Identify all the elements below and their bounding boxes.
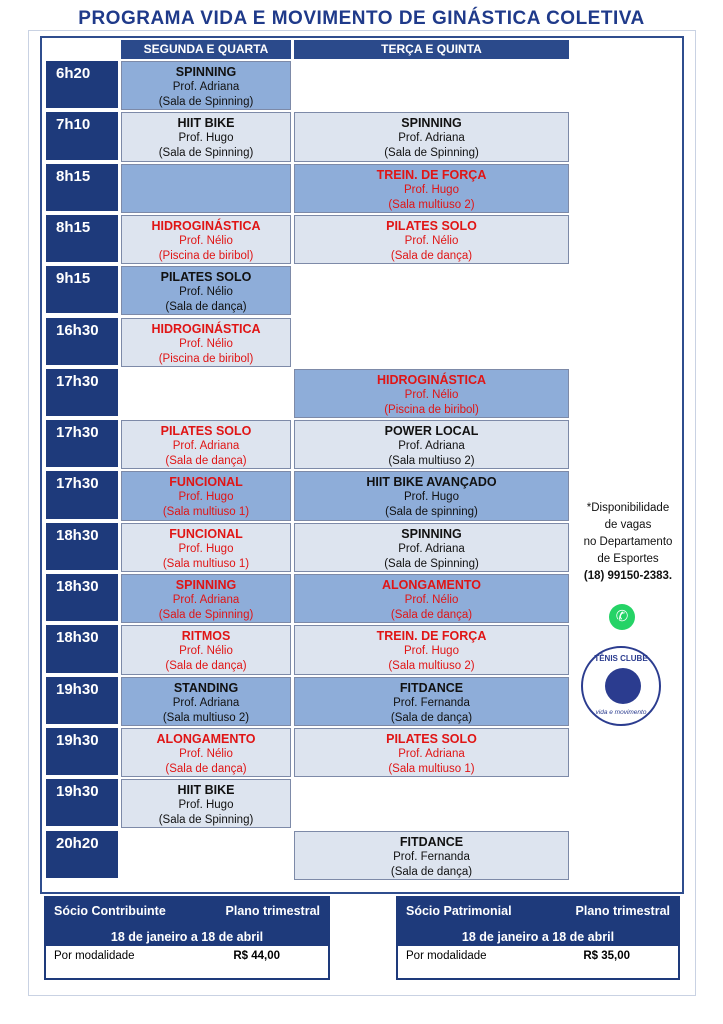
class-name: POWER LOCAL xyxy=(384,424,479,439)
time-slot: 19h30 xyxy=(46,728,118,778)
room: (Sala de Spinning) xyxy=(384,557,479,570)
class-cell-tt xyxy=(294,369,569,418)
room: (Piscina de biribol) xyxy=(384,403,479,416)
logo-bottom-text: vida e movimento xyxy=(595,709,647,716)
time-slot: 8h15 xyxy=(46,164,118,214)
room: (Sala multiuso 2) xyxy=(388,455,475,468)
class-cell-mw xyxy=(121,728,291,777)
time-slot: 18h30 xyxy=(46,523,118,573)
class-cell-mw xyxy=(121,112,291,161)
room: (Piscina de biribol) xyxy=(158,249,254,262)
class-cell-mw xyxy=(121,318,291,367)
header-tue-thu: TERÇA E QUINTA xyxy=(294,40,569,59)
room: (Sala de dança) xyxy=(390,609,473,621)
time-slot: 20h20 xyxy=(46,831,118,881)
room: (Sala multiuso 1) xyxy=(388,762,475,775)
class-name: FITDANCE xyxy=(399,680,464,695)
class-cell-mw xyxy=(121,420,291,469)
instructor: Prof. Hugo xyxy=(404,645,459,658)
class-name: PILATES SOLO xyxy=(160,424,252,439)
class-name: HIDROGINÁSTICA xyxy=(151,218,261,233)
plan-type: Plano trimestral xyxy=(225,904,320,918)
price-value: R$ 35,00 xyxy=(583,950,630,962)
instructor: Prof. Fernanda xyxy=(393,696,470,709)
time-slot: 17h30 xyxy=(46,420,118,470)
class-name: TREIN. DE FORÇA xyxy=(376,167,487,182)
class-cell-tt xyxy=(294,420,569,469)
club-logo xyxy=(581,646,661,726)
time-slot: 17h30 xyxy=(46,369,118,419)
time-slot: 9h15 xyxy=(46,266,118,316)
plan-type: Plano trimestral xyxy=(575,904,670,918)
plan-member-type: Sócio Patrimonial xyxy=(406,904,512,918)
instructor: Prof. Nélio xyxy=(179,234,233,247)
plan-card-contribuinte xyxy=(44,896,330,984)
room: (Sala multiuso 2) xyxy=(388,660,475,673)
class-cell-mw xyxy=(121,779,291,828)
time-slot: 17h30 xyxy=(46,471,118,521)
class-cell-tt xyxy=(294,164,569,213)
room: (Sala de Spinning) xyxy=(384,147,479,160)
instructor: Prof. Nélio xyxy=(179,645,233,658)
class-name: ALONGAMENTO xyxy=(381,578,482,592)
instructor: Prof. Nélio xyxy=(179,337,233,350)
class-cell-mw xyxy=(121,164,291,213)
class-cell-tt xyxy=(294,625,569,674)
class-cell-tt xyxy=(294,831,569,880)
class-cell-mw xyxy=(121,471,291,520)
plan-period: 18 de janeiro a 18 de abril xyxy=(461,930,615,944)
instructor: Prof. Hugo xyxy=(404,491,459,504)
time-slot: 19h30 xyxy=(46,779,118,829)
room: (Sala de dança) xyxy=(390,865,473,878)
instructor: Prof. Hugo xyxy=(178,799,234,812)
time-slot: 19h30 xyxy=(46,677,118,727)
instructor: Prof. Hugo xyxy=(404,183,459,196)
plan-period: 18 de janeiro a 18 de abril xyxy=(110,930,264,944)
instructor: Prof. Fernanda xyxy=(393,850,470,863)
instructor: Prof. Adriana xyxy=(398,132,465,145)
plan-card-patrimonial xyxy=(396,896,680,984)
instructor: Prof. Nélio xyxy=(404,594,459,606)
class-cell-tt xyxy=(294,523,569,572)
time-slot: 18h30 xyxy=(46,574,118,624)
runner-icon xyxy=(605,668,641,704)
page-title: PROGRAMA VIDA E MOVIMENTO DE GINÁSTICA COLETIVA xyxy=(78,8,645,29)
class-name: FUNCIONAL xyxy=(169,526,243,541)
class-name: ALONGAMENTO xyxy=(156,731,256,746)
instructor: Prof. Adriana xyxy=(398,440,465,453)
room: (Sala de spinning) xyxy=(385,506,478,519)
class-cell-mw xyxy=(121,266,291,315)
class-cell-tt xyxy=(294,112,569,161)
price-value: R$ 44,00 xyxy=(233,950,280,962)
room: (Sala de dança) xyxy=(165,455,247,468)
instructor: Prof. Adriana xyxy=(172,594,240,606)
room: (Sala de dança) xyxy=(390,249,473,262)
instructor: Prof. Hugo xyxy=(178,132,234,145)
instructor: Prof. Nélio xyxy=(404,388,459,401)
class-name: PILATES SOLO xyxy=(386,218,477,233)
class-name: RITMOS xyxy=(181,629,231,644)
class-name: PILATES SOLO xyxy=(386,731,477,746)
instructor: Prof. Adriana xyxy=(172,696,240,709)
room: (Sala multiuso 2) xyxy=(388,198,475,211)
time-slot: 7h10 xyxy=(46,112,118,162)
price-label: Por modalidade xyxy=(406,950,487,962)
class-name: FUNCIONAL xyxy=(169,475,243,490)
note-line: *Disponibilidade xyxy=(586,502,670,514)
class-name: SPINNING xyxy=(401,116,462,131)
class-cell-mw xyxy=(121,677,291,726)
class-name: HIIT BIKE xyxy=(177,783,235,798)
time-slot: 8h15 xyxy=(46,215,118,265)
instructor: Prof. Hugo xyxy=(178,542,234,555)
instructor: Prof. Adriana xyxy=(398,747,465,760)
time-slot: 6h20 xyxy=(46,61,118,111)
instructor: Prof. Adriana xyxy=(172,81,240,93)
whatsapp-icon[interactable]: ✆ xyxy=(609,604,635,630)
class-name: SPINNING xyxy=(175,578,237,592)
instructor: Prof. Nélio xyxy=(179,747,233,760)
class-cell-mw xyxy=(121,523,291,572)
room: (Sala de dança) xyxy=(165,660,247,673)
room: (Sala de Spinning) xyxy=(158,609,254,621)
room: (Sala de Spinning) xyxy=(158,96,254,108)
instructor: Prof. Nélio xyxy=(404,234,459,247)
price-label: Por modalidade xyxy=(54,950,135,962)
class-name: SPINNING xyxy=(401,526,462,541)
time-slot: 18h30 xyxy=(46,625,118,675)
class-name: HIIT BIKE xyxy=(177,116,235,131)
class-cell-mw xyxy=(121,625,291,674)
plan-member-type: Sócio Contribuinte xyxy=(54,904,166,918)
room: (Sala multiuso 1) xyxy=(162,506,250,519)
class-cell-tt xyxy=(294,574,569,623)
room: (Sala de dança) xyxy=(165,301,247,314)
instructor: Prof. Adriana xyxy=(172,440,240,453)
class-cell-tt xyxy=(294,215,569,264)
class-cell-mw xyxy=(121,61,291,110)
class-name: SPINNING xyxy=(175,65,237,79)
class-cell-tt xyxy=(294,471,569,520)
class-name: HIIT BIKE AVANÇADO xyxy=(366,475,497,490)
class-cell-mw xyxy=(121,574,291,623)
note-line: de Esportes xyxy=(597,553,659,565)
room: (Piscina de biribol) xyxy=(158,352,254,365)
class-cell-tt xyxy=(294,677,569,726)
time-slot: 16h30 xyxy=(46,318,118,368)
room: (Sala multiuso 2) xyxy=(162,711,250,724)
class-name: FITDANCE xyxy=(399,834,464,849)
note-line: no Departamento xyxy=(583,536,673,548)
contact-phone: (18) 99150-2383. xyxy=(583,570,673,582)
class-cell-mw xyxy=(121,215,291,264)
room: (Sala de Spinning) xyxy=(158,814,254,827)
room: (Sala de Spinning) xyxy=(158,147,254,160)
room: (Sala de dança) xyxy=(390,711,473,724)
class-name: HIDROGINÁSTICA xyxy=(376,372,487,387)
room: (Sala multiuso 1) xyxy=(162,557,250,570)
instructor: Prof. Hugo xyxy=(178,491,234,504)
class-cell-tt xyxy=(294,728,569,777)
class-name: PILATES SOLO xyxy=(160,270,252,285)
class-name: HIDROGINÁSTICA xyxy=(151,321,261,336)
class-name: STANDING xyxy=(173,680,239,695)
note-line: de vagas xyxy=(604,519,652,531)
availability-note xyxy=(572,500,684,585)
instructor: Prof. Nélio xyxy=(179,286,233,299)
logo-top-text: TÊNIS CLUBE xyxy=(594,654,648,663)
class-name: TREIN. DE FORÇA xyxy=(376,629,487,644)
instructor: Prof. Adriana xyxy=(398,542,465,555)
room: (Sala de dança) xyxy=(165,762,247,775)
header-mon-wed: SEGUNDA E QUARTA xyxy=(121,40,291,59)
